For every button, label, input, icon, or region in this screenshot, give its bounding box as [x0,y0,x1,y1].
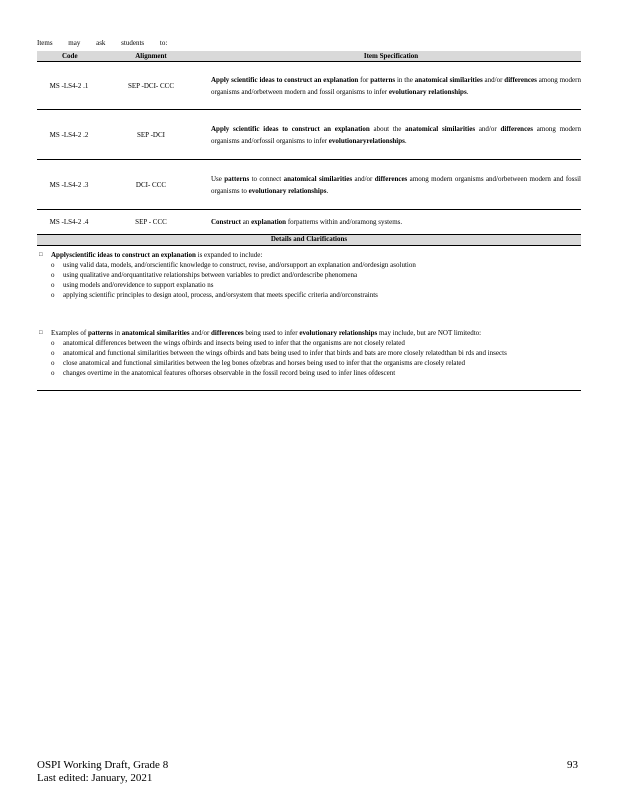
details-lead-1 [37,250,581,260]
bold-term: differences [504,75,537,84]
footer-edited-line: Last edited: January, 2021 [37,772,153,784]
text-run: in [112,328,122,337]
item-specification-table [37,51,581,391]
text-run: and/or [352,174,375,183]
list-item [51,270,581,280]
bold-term: Apply scientific ideas to construct an explanation [211,124,370,133]
bold-term: anatomical similarities [121,328,190,337]
bullet-icon: o [51,338,55,347]
row-code: MS -LS4-2 .1 [37,62,101,110]
bold-term: evolutionary relationships [248,186,327,195]
details-lead-1-text [51,251,262,259]
bold-term: differences [374,174,408,183]
row-code: MS -LS4-2 .3 [37,160,101,210]
bold-term: differences [211,328,244,337]
bold-term: Apply scientific ideas to construct an explanation [211,75,359,84]
bullet-icon: o [51,358,55,367]
text-run: Examples of [51,328,88,337]
row-alignment: SEP -DCI- CCC [101,62,201,110]
bullet-icon: o [51,348,55,357]
row-alignment: DCI- CCC [101,160,201,210]
text-run: about the [369,124,406,133]
text-run: in the [395,75,415,84]
text-run: is expanded to include: [195,250,263,259]
text-run: among modern organisms and/orbetween modern and fossil organisms to infer [211,75,581,96]
list-item [51,368,581,378]
intro-text: Items may ask students to: [37,39,168,47]
details-block-2 [37,324,581,378]
list-item [51,348,581,358]
header-spec: Item Specification [201,51,581,62]
text-run: . [326,186,329,195]
row-specification [201,110,581,160]
row-code: MS -LS4-2 .4 [49,217,89,226]
text-run: for [358,75,371,84]
list-item-text: anatomical and functional similarities between the wings ofbirds and bats being used to infer that birds and bats are more closely relatedthan bi rds and insects [63,348,507,357]
bold-term: explanation [251,217,287,226]
list-item-text: applying scientific principles to design atool, process, and/orsystem that meets specific criteria and/orconstraints [63,290,378,299]
bottom-rule [37,390,581,391]
bold-term: Applyscientific ideas to construct an explanation [51,250,196,259]
list-item [51,290,581,300]
footer [37,759,168,785]
bold-term: patterns [87,328,113,337]
bold-term: anatomical similarities [405,124,476,133]
row-code: MS -LS4-2 .2 [37,110,101,160]
table-row [37,62,581,110]
text-run: among modern organisms and/orfossil organisms to infer [211,124,581,145]
row-alignment: SEP - CCC [135,217,167,226]
text-run: and/or [475,124,501,133]
bold-term: anatomical similarities [283,174,353,183]
table-row [37,160,581,210]
text-run: and/or [189,328,212,337]
details-header: Details and Clarifications [37,234,581,246]
details-lead-2-text [51,329,481,337]
list-item-text: using valid data, models, and/orscientific knowledge to construct, revise, and/orsupport an explanation and/ordesign asolution [63,260,416,269]
bullet-icon: o [51,280,55,289]
bold-term: patterns [370,75,396,84]
header-code: Code [37,51,101,62]
details-block-1 [37,246,581,300]
details-lead-2 [37,328,581,338]
text-run: among modern organisms and/orbetween modern and fossil organisms to [211,174,581,195]
bullet-icon: o [51,368,55,377]
row-specification [201,210,581,234]
list-item [51,358,581,368]
text-run: an [240,217,252,226]
row-specification [201,160,581,210]
checkbox-square-icon: □ [39,329,43,336]
text-run: may include, but are NOT limitedto: [377,328,482,337]
table-row [37,210,581,234]
bold-term: evolutionaryrelationships [328,136,405,145]
bullet-icon: o [51,290,55,299]
checkbox-square-icon: □ [39,251,43,258]
details-list-2 [37,338,581,378]
text-run: . [404,136,407,145]
table-row [37,110,581,160]
bold-term: evolutionary relationships [299,328,378,337]
list-item [51,280,581,290]
text-run: being used to infer [243,328,300,337]
page-number: 93 [567,759,578,771]
bold-term: Construct [211,217,241,226]
bold-term: anatomical similarities [414,75,483,84]
text-run: and/or [482,75,505,84]
footer-draft-line: OSPI Working Draft, Grade 8 [37,759,169,771]
list-item-text: using qualitative and/orquantitative relationships between variables to predict and/ordescribe phenomena [63,270,358,279]
text-run: . [466,87,469,96]
list-item-text: close anatomical and functional similarities between the leg bones ofzebras and horses being used to infer that the organisms are closely related [63,358,466,367]
list-item-text: anatomical differences between the wings ofbirds and insects being used to infer that the organisms are not closely related [63,338,405,347]
list-item-text: using models and/orevidence to support explanatio ns [63,280,214,289]
text-run: to connect [249,174,284,183]
bold-term: evolutionary relationships [388,87,467,96]
list-item [51,338,581,348]
row-specification [201,62,581,110]
bold-term: differences [500,124,534,133]
row-alignment: SEP -DCI [101,110,201,160]
header-alignment: Alignment [101,51,201,62]
text-run: Use [211,174,225,183]
bullet-icon: o [51,270,55,279]
list-item [51,260,581,270]
details-list-1 [37,260,581,300]
list-item-text: changes overtime in the anatomical features ofhorses observable in the fossil record being used to infer lines ofdescent [63,368,396,377]
bullet-icon: o [51,260,55,269]
text-run: forpatterns within and/oramong systems. [286,217,403,226]
bold-term: patterns [224,174,250,183]
